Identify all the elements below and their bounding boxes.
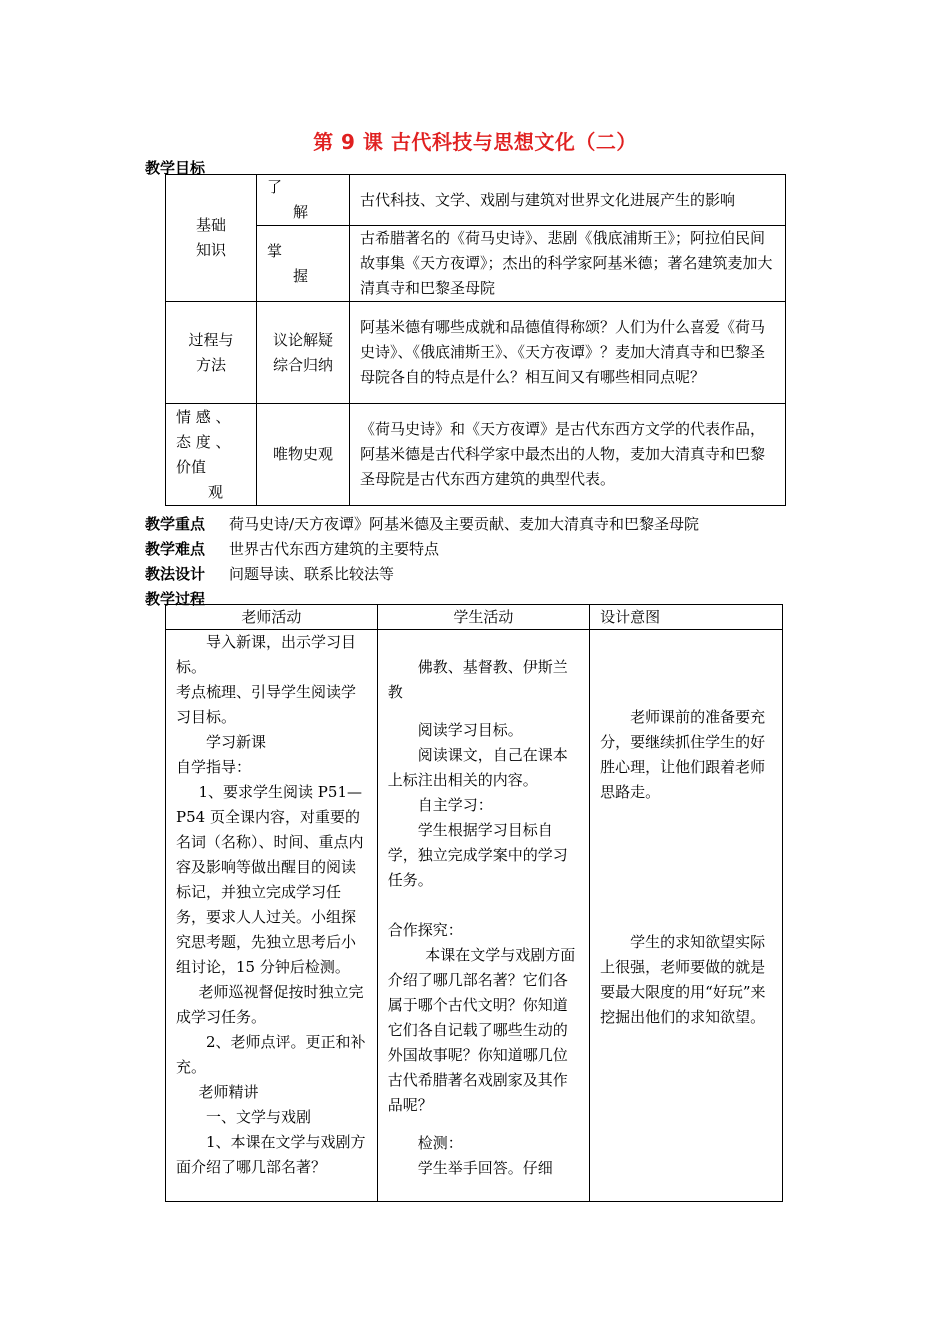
methods-value: 问题导读、联系比较法等 — [229, 565, 395, 583]
basic-category: 基础 知识 — [166, 175, 257, 302]
methods-label: 教法设计 — [145, 565, 206, 583]
emotion-text: 《荷马史诗》和《天方夜谭》是古代东西方文学的代表作品，阿基米德是古代科学家中最杰出的人物，麦加大清真寺和巴黎圣母院是古代东西方建筑的典型代表。 — [350, 404, 786, 506]
header-teacher: 老师活动 — [166, 605, 378, 630]
intent-item: 老师课前的准备要充分，要继续抓住学生的好胜心理，让他们跟着老师思路走。 — [600, 708, 766, 801]
teacher-item: 老师巡视督促按时独立完成学习任务。 — [176, 983, 364, 1026]
student-item: 合作探究： — [387, 921, 463, 939]
intent-cell — [590, 630, 783, 1202]
emotion-category: 情 感 、 态 度 、 价值 观 — [166, 404, 257, 506]
process-category: 过程与 方法 — [166, 302, 257, 404]
student-item: 佛教、基督教、伊斯兰教 — [387, 658, 568, 701]
key-points-label: 教学重点 — [145, 515, 206, 533]
student-item: 阅读课文，自己在课本上标注出相关的内容。 — [387, 746, 568, 789]
understand-cell: 了 解 — [257, 175, 350, 226]
emotion-method: 唯物史观 — [257, 404, 350, 506]
student-item: 检测： — [417, 1134, 463, 1152]
teacher-item: 2、老师点评。更正和补充。 — [176, 1033, 366, 1076]
objectives-table — [165, 174, 786, 506]
teacher-item: 自学指导： — [176, 758, 252, 776]
intent-item: 学生的求知欲望实际上很强，老师要做的就是要最大限度的用“好玩”来挖掘出他们的求知欲望。 — [600, 933, 766, 1026]
teacher-item: 1、本课在文学与戏剧方面介绍了哪几部名著？ — [176, 1133, 366, 1176]
process-table — [165, 604, 783, 1202]
teacher-item: 学习新课 — [206, 733, 267, 751]
difficulties-label: 教学难点 — [145, 540, 206, 558]
teacher-item: 导入新课，出示学习目标。 — [176, 633, 357, 676]
teacher-item: 老师精讲 — [198, 1083, 259, 1101]
student-item: 本课在文学与戏剧方面介绍了哪几部名著？它们各属于哪个古代文明？你知道它们各自记载了哪些生动的外国故事呢？你知道哪几位古代希腊著名戏剧家及其作品呢？ — [387, 946, 576, 1114]
student-item: 阅读学习目标。 — [417, 721, 523, 739]
header-student: 学生活动 — [377, 605, 589, 630]
key-points-value: 荷马史诗/天方夜谭》阿基米德及主要贡献、麦加大清真寺和巴黎圣母院 — [229, 515, 700, 533]
teacher-item: 考点梳理、引导学生阅读学习目标。 — [176, 683, 357, 726]
student-item: 自主学习： — [417, 796, 493, 814]
master-cell: 掌 握 — [257, 226, 350, 302]
process-label: 教学过程 — [145, 590, 206, 608]
process-text: 阿基米德有哪些成就和品德值得称颂？人们为什么喜爱《荷马史诗》、《俄底浦斯王》、《天方夜谭》？麦加大清真寺和巴黎圣母院各自的特点是什么？相互间又有哪些相同点呢？ — [350, 302, 786, 404]
teacher-item: 一、文学与戏剧 — [206, 1108, 312, 1126]
student-item: 学生举手回答。仔细 — [417, 1159, 553, 1177]
student-item: 学生根据学习目标自学，独立完成学案中的学习任务。 — [387, 821, 568, 889]
process-method: 议论解疑 综合归纳 — [257, 302, 350, 404]
page-title: 第 9 课 古代科技与思想文化（二） — [313, 130, 637, 154]
teacher-item: 1、要求学生阅读 P51—P54 页全课内容，对重要的名词（名称）、时间、重点内容及影响等做出醒目的阅读标记，并独立完成学习任务，要求人人过关。小组探究思考题，先独立思考后小组讨论，15 分钟后检测。 — [176, 783, 364, 976]
difficulties-value: 世界古代东西方建筑的主要特点 — [229, 540, 440, 558]
understand-text: 古代科技、文学、戏剧与建筑对世界文化进展产生的影响 — [350, 175, 786, 226]
objectives-label: 教学目标 — [145, 159, 206, 177]
header-intent: 设计意图 — [590, 605, 783, 630]
student-activity-cell — [377, 630, 589, 1202]
master-text: 古希腊著名的《荷马史诗》、悲剧《俄底浦斯王》；阿拉伯民间故事集《天方夜谭》；杰出的科学家阿基米德；著名建筑麦加大清真寺和巴黎圣母院 — [350, 226, 786, 302]
teacher-activity-cell — [166, 630, 378, 1202]
